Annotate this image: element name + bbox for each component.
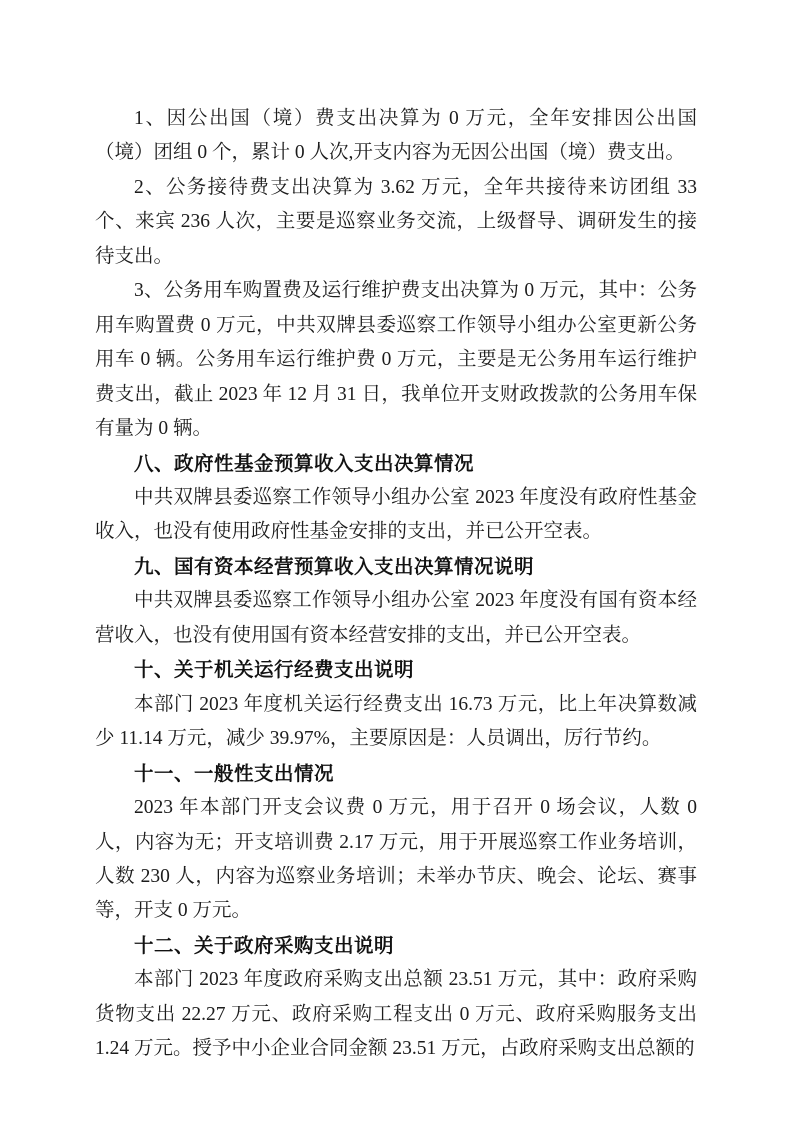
paragraph-official-vehicle-expense: 3、公务用车购置费及运行维护费支出决算为 0 万元，其中：公务用车购置费 0 万元，中共双牌县委巡察工作领导小组办公室更新公务用车 0 辆。公务用车运行维护费 0 万元，主要是无公务用车运行维护费支出，截止 2023 年 12 月 31 日，我单位开支财政拨款的公务用车保有量为 0 辆。 (95, 280, 697, 440)
paragraph-government-fund-budget: 中共双牌县委巡察工作领导小组办公室 2023 年度没有政府性基金收入，也没有使用政府性基金安排的支出，并已公开空表。 (95, 486, 697, 543)
paragraph-general-expense: 2023 年本部门开支会议费 0 万元，用于召开 0 场会议，人数 0 人，内容为无；开支培训费 2.17 万元，用于开展巡察工作业务培训，人数 230 人，内容为巡察业务培训；未举办节庆、晚会、论坛、赛事等，开支 0 万元。 (95, 797, 697, 922)
paragraph-state-capital-budget: 中共双牌县委巡察工作领导小组办公室 2023 年度没有国有资本经营收入，也没有使用国有资本经营安排的支出，并已公开空表。 (95, 590, 697, 646)
paragraph-procurement-expense: 本部门 2023 年度政府采购支出总额 23.51 万元，其中：政府采购货物支出 22.27 万元、政府采购工程支出 0 万元、政府采购服务支出 1.24 万元。授予中小企业合同金额 23.51 万元，占政府采购支出总额的 (95, 969, 697, 1060)
heading-section-11-general-expense: 十一、一般性支出情况 (134, 762, 335, 785)
heading-section-12-procurement-expense: 十二、关于政府采购支出说明 (134, 934, 395, 957)
heading-section-8-government-fund-budget: 八、政府性基金预算收入支出决算情况 (134, 452, 475, 475)
paragraph-operating-expense: 本部门 2023 年度机关运行经费支出 16.73 万元，比上年决算数减少 11.14 万元，减少 39.97%，主要原因是：人员调出，厉行节约。 (95, 693, 697, 750)
paragraph-official-reception-expense: 2、公务接待费支出决算为 3.62 万元，全年共接待来访团组 33 个、来宾 236 人次，主要是巡察业务交流，上级督导、调研发生的接待支出。 (95, 176, 697, 267)
paragraph-overseas-travel-expense: 1、因公出国（境）费支出决算为 0 万元，全年安排因公出国（境）团组 0 个，累计 0 人次,开支内容为无因公出国（境）费支出。 (95, 108, 697, 164)
heading-section-10-operating-expense: 十、关于机关运行经费支出说明 (134, 659, 415, 682)
heading-section-9-state-capital-budget: 九、国有资本经营预算收入支出决算情况说明 (134, 555, 535, 578)
